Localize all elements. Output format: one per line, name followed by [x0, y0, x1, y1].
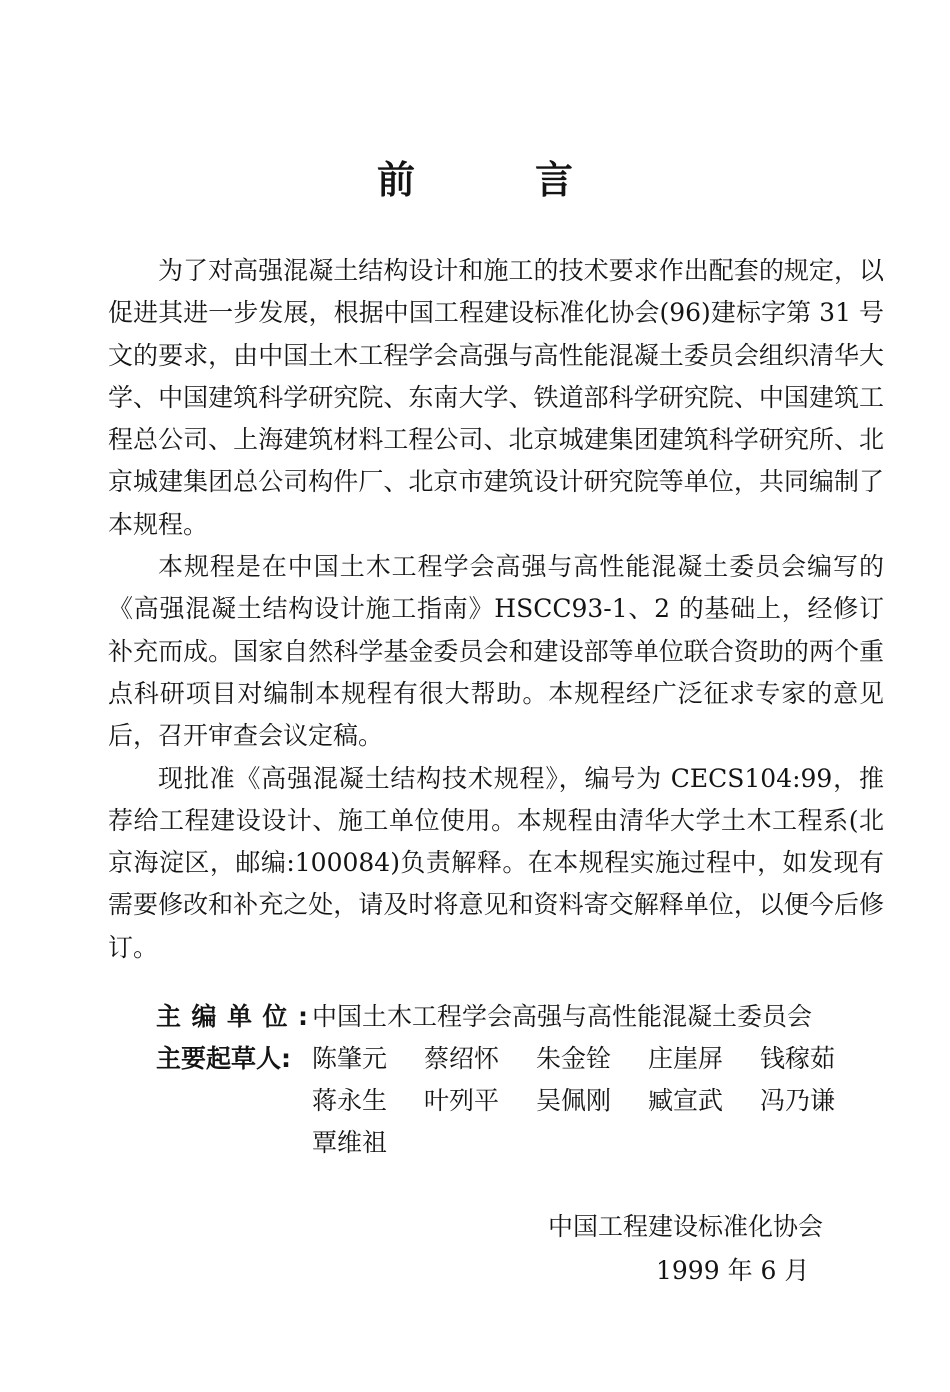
drafter-name: 吴佩刚	[536, 1086, 612, 1115]
editor-row	[156, 996, 896, 1038]
drafter-names	[312, 1038, 872, 1164]
drafters-label-text: 主要起草人	[156, 1044, 282, 1073]
drafter-name: 陈肇元	[312, 1044, 388, 1073]
editor-label-text: 主编单位	[156, 1002, 299, 1031]
paragraph-3: 现批准《高强混凝土结构技术规程》，编号为 CECS104:99，推荐给工程建设设计、施工单位使用。本规程由清华大学土木工程系(北京海淀区，邮编:100084)负责解释。在本规程实施过程中，如发现有需要修改和补充之处，请及时将意见和资料寄交解释单位，以便今后修订。	[108, 763, 884, 962]
drafters-colon: :	[281, 1044, 292, 1073]
drafter-name: 蔡绍怀	[424, 1044, 500, 1073]
editor-label	[156, 996, 312, 1038]
drafter-name: 冯乃谦	[760, 1086, 836, 1115]
drafter-name: 臧宣武	[648, 1086, 724, 1115]
signature-org: 中国工程建设标准化协会	[548, 1212, 824, 1241]
drafter-name: 蒋永生	[312, 1086, 388, 1115]
drafter-name: 叶列平	[424, 1086, 500, 1115]
title-char-1: 前	[376, 158, 415, 202]
signature-date: 1999 年 6 月	[656, 1256, 810, 1285]
editor-value: 中国土木工程学会高强与高性能混凝土委员会	[312, 1002, 813, 1031]
paragraph-2: 本规程是在中国土木工程学会高强与高性能混凝土委员会编写的《高强混凝土结构设计施工指南》HSCC93-1、2 的基础上，经修订补充而成。国家自然科学基金委员会和建设部等单位联合资助的两个重点科研项目对编制本规程有很大帮助。本规程经广泛征求专家的意见后，召开审查会议定稿。	[108, 552, 884, 751]
credits-block	[156, 996, 896, 1164]
signature-block	[548, 1205, 823, 1293]
drafters-label	[156, 1038, 312, 1164]
paragraph-1: 为了对高强混凝土结构设计和施工的技术要求作出配套的规定，以促进其进一步发展，根据中国工程建设标准化协会(96)建标字第 31 号文的要求，由中国土木工程学会高强与高性能混凝土委员会组织清华大学、中国建筑科学研究院、东南大学、铁道部科学研究院、中国建筑工程总公司、上海建筑材料工程公司、北京城建集团建筑科学研究所、北京城建集团总公司构件厂、北京市建筑设计研究院等单位，共同编制了本规程。	[108, 256, 884, 539]
drafter-name: 庄崖屏	[648, 1044, 724, 1073]
drafter-name: 朱金铨	[536, 1044, 612, 1073]
page-title	[0, 152, 950, 208]
preface-body	[108, 250, 884, 969]
drafter-name: 覃维祖	[312, 1128, 388, 1157]
title-char-2: 言	[535, 158, 574, 202]
drafter-name: 钱稼茹	[760, 1044, 836, 1073]
editor-colon: :	[298, 1002, 309, 1031]
drafters-row	[156, 1038, 896, 1164]
